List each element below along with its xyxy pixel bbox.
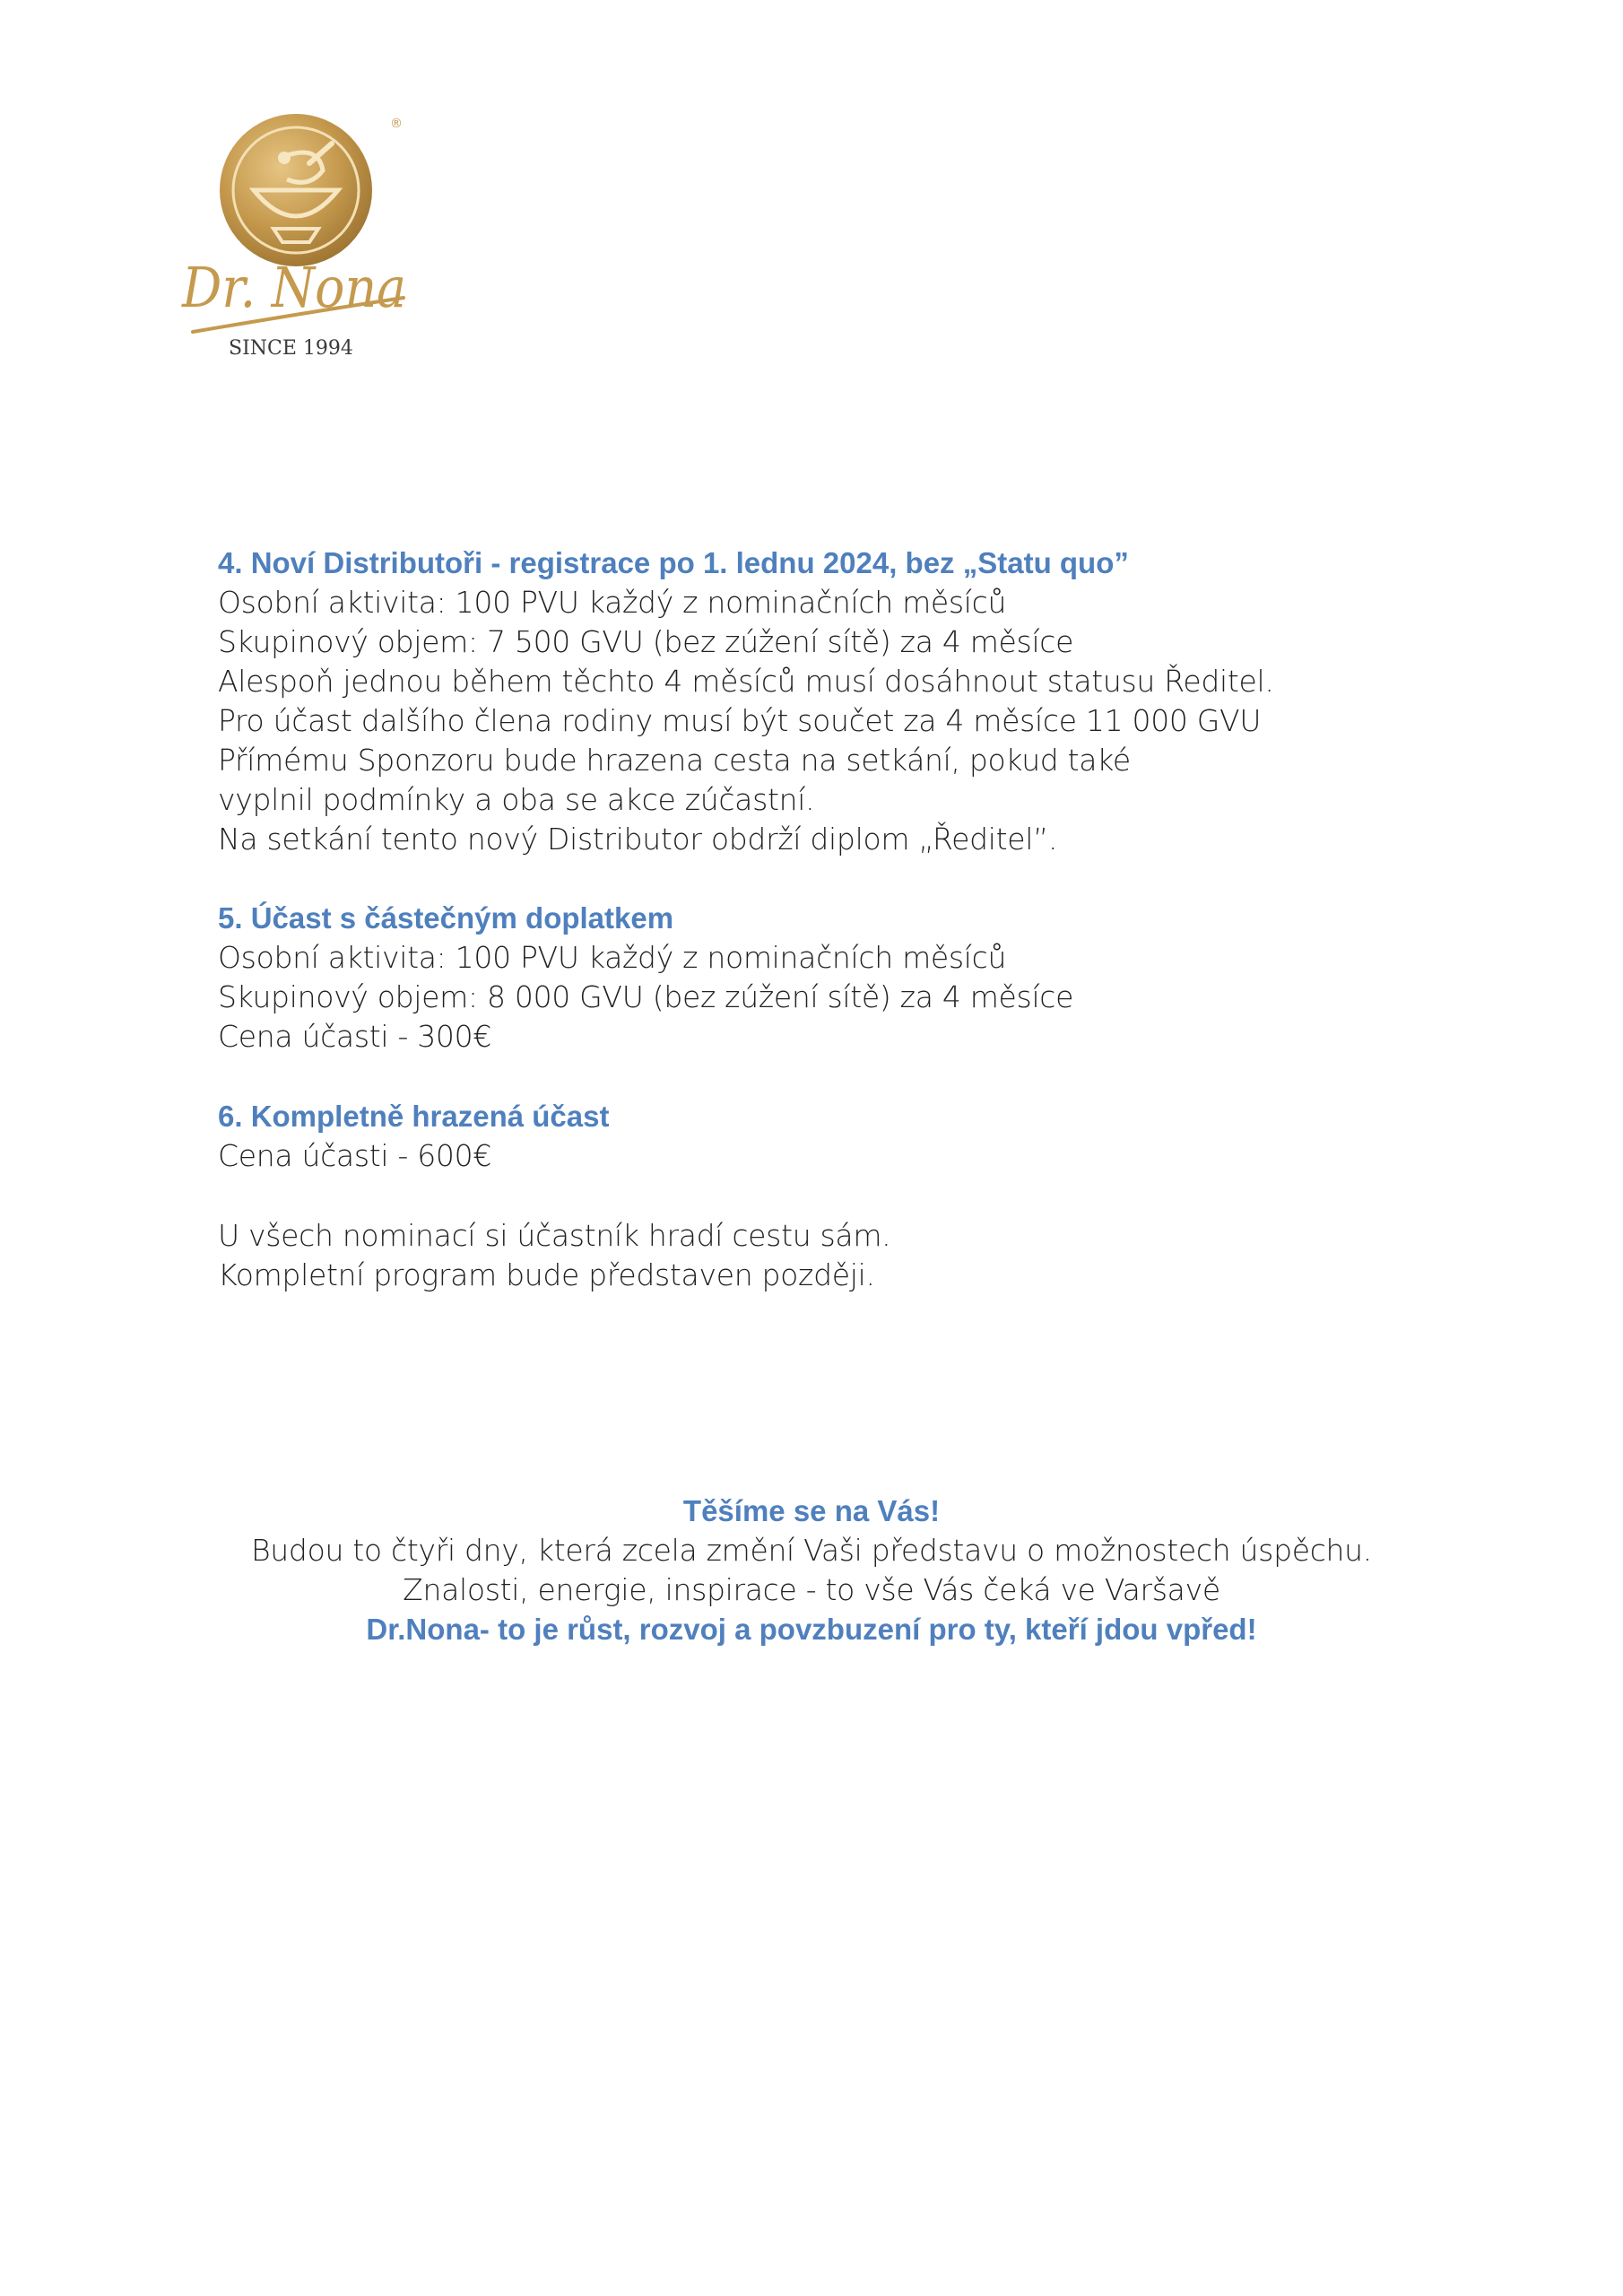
closing-line: Znalosti, energie, inspirace - to vše Vás čeká ve Varšavě — [403, 1572, 1220, 1607]
section-full-payment — [218, 1097, 1473, 1176]
closing-line: Budou to čtyři dny, která zcela změní Vaši představu o možnostech úspěchu. — [251, 1533, 1372, 1568]
section-partial-payment — [218, 899, 1473, 1057]
section-line: Pro účast dalšího člena rodiny musí být součet za 4 měsíce 11 000 GVU — [218, 703, 1262, 738]
note-line: U všech nominací si účastník hradí cestu sám. — [218, 1218, 891, 1253]
section-heading: 5. Účast s částečným doplatkem — [218, 901, 674, 935]
closing-tagline: Dr.Nona- to je růst, rozvoj a povzbuzení pro ty, kteří jdou vpřed! — [366, 1613, 1257, 1646]
section-heading: 4. Noví Distributoři - registrace po 1. lednu 2024, bez „Statu quo” — [218, 546, 1129, 579]
section-line: Osobní aktivita: 100 PVU každý z nominačních měsíců — [218, 940, 1007, 975]
section-line: Cena účasti - 600€ — [218, 1138, 492, 1173]
closing-heading: Těšíme se na Vás! — [682, 1494, 941, 1527]
section-new-distributors — [218, 544, 1473, 859]
notes-block — [218, 1216, 1473, 1295]
since-text: SINCE 1994 — [229, 337, 353, 360]
section-line: Na setkání tento nový Distributor obdrží diplom „Ředitel”. — [218, 822, 1058, 857]
section-line: vyplnil podmínky a oba se akce zúčastní. — [218, 782, 815, 817]
section-line: Alespoň jednou během těchto 4 měsíců musí dosáhnout statusu Ředitel. — [218, 664, 1274, 699]
section-line: Osobní aktivita: 100 PVU každý z nominačních měsíců — [218, 585, 1007, 620]
dr-nona-logo — [175, 108, 417, 368]
section-line: Skupinový objem: 8 000 GVU (bez zúžení sítě) za 4 měsíce — [218, 979, 1074, 1014]
section-line: Skupinový objem: 7 500 GVU (bez zúžení sítě) za 4 měsíce — [218, 624, 1074, 659]
section-heading: 6. Kompletně hrazená účast — [218, 1100, 610, 1133]
brand-wordmark: Dr. Nona — [181, 255, 406, 320]
section-line: Přímému Sponzoru bude hrazena cesta na setkání, pokud také — [218, 743, 1131, 778]
note-line: Kompletní program bude představen později. — [218, 1257, 875, 1292]
section-line: Cena účasti - 300€ — [218, 1019, 492, 1054]
registered-mark: ® — [390, 117, 403, 131]
closing-block — [0, 1492, 1623, 1649]
